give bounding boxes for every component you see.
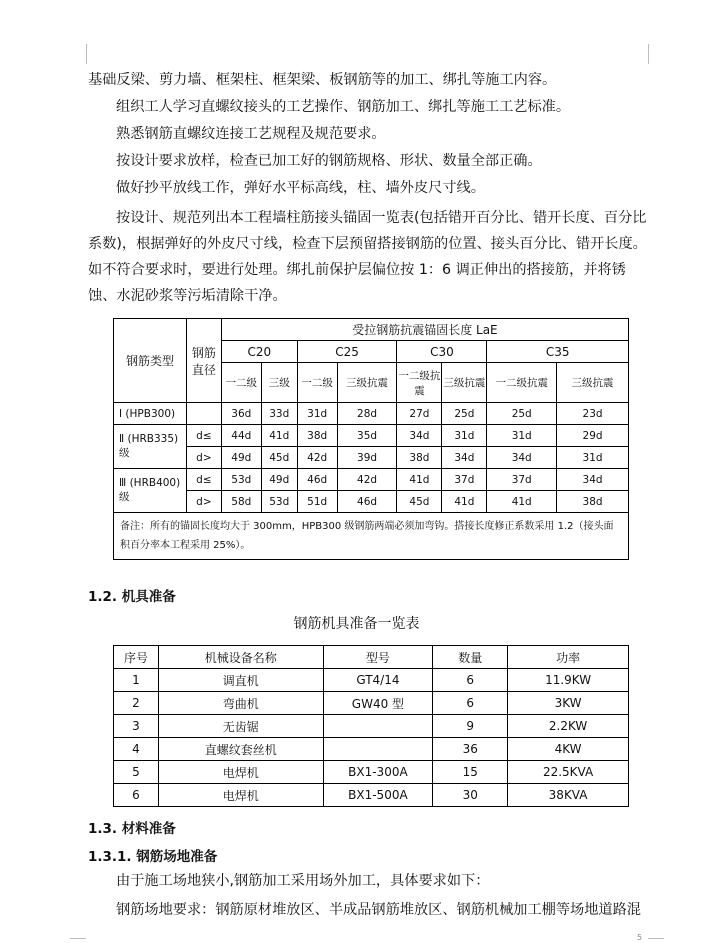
table-cell: 弯曲机 [158, 692, 323, 715]
table-cell: 3KW [508, 692, 629, 715]
paragraph: 基础反梁、剪力墙、框架柱、框架梁、板钢筋等的加工、绑扎等施工内容。 [88, 72, 557, 88]
table-cell: 2.2KW [508, 715, 629, 738]
header-rebar-diameter: 钢筋直径 [186, 319, 221, 403]
table-cell: 34d [397, 425, 442, 447]
header-concrete: C25 [297, 341, 397, 363]
table-cell: GT4/14 [323, 669, 433, 692]
table-cell: 4KW [508, 738, 629, 761]
anchorage-length-table [113, 318, 629, 560]
table-note: 备注：所有的锚固长度均大于 300mm，HPB300 级钢筋两端必须加弯钩。搭接长度修正系数采用 1.2（接头面积百分率本工程采用 25%）。 [114, 513, 629, 560]
table-cell: 46d [297, 469, 337, 491]
paragraph: 做好抄平放线工作，弹好水平标高线，柱、墙外皮尺寸线。 [116, 180, 485, 196]
table-row [114, 469, 629, 491]
table-cell: 34d [442, 447, 487, 469]
table-row [114, 715, 629, 738]
table-cell: 调直机 [158, 669, 323, 692]
table-cell: 38d [297, 425, 337, 447]
table-cell: 38d [397, 447, 442, 469]
section-heading: 1.3. 材料准备 [88, 821, 176, 837]
table-cell: 41d [487, 491, 557, 513]
table-cell: 42d [337, 469, 397, 491]
page-number: 5 [637, 933, 643, 942]
table-cell: 29d [557, 425, 629, 447]
header-grade: 一二级 [221, 363, 261, 403]
table-cell: 25d [442, 403, 487, 425]
table-cell: 9 [433, 715, 508, 738]
table-cell: 6 [433, 669, 508, 692]
table-cell [323, 738, 433, 761]
table-cell: 49d [221, 447, 261, 469]
table-row [114, 692, 629, 715]
table-cell [323, 715, 433, 738]
header-concrete: C20 [221, 341, 297, 363]
table-row [114, 761, 629, 784]
table-cell: 44d [221, 425, 261, 447]
column-header: 型号 [323, 646, 433, 669]
table-cell: 41d [442, 491, 487, 513]
row-diameter: d≤ [186, 469, 221, 491]
row-diameter [186, 403, 221, 425]
header-grade: 三级 [261, 363, 297, 403]
table-cell: 51d [297, 491, 337, 513]
header-grade: 三级抗震 [557, 363, 629, 403]
margin-mark-bottom-left [70, 938, 86, 939]
table-cell: 38KVA [508, 784, 629, 807]
table-row [114, 403, 629, 425]
column-header: 数量 [433, 646, 508, 669]
table-cell: 22.5KVA [508, 761, 629, 784]
table-header-row [114, 646, 629, 669]
row-diameter: d> [186, 447, 221, 469]
table-cell: 6 [433, 692, 508, 715]
header-grade: 三级抗震 [337, 363, 397, 403]
table-row [114, 491, 629, 513]
table-caption: 钢筋机具准备一览表 [293, 616, 420, 632]
table-cell: 46d [337, 491, 397, 513]
table-cell: BX1-300A [323, 761, 433, 784]
table-cell: 5 [114, 761, 159, 784]
table-cell: 28d [337, 403, 397, 425]
table-cell: 15 [433, 761, 508, 784]
table-cell: 31d [442, 425, 487, 447]
table-cell: BX1-500A [323, 784, 433, 807]
row-diameter: d> [186, 491, 221, 513]
table-cell: 35d [337, 425, 397, 447]
table-cell: 直螺纹套丝机 [158, 738, 323, 761]
table-cell: 53d [261, 491, 297, 513]
table-row [114, 447, 629, 469]
paragraph: 钢筋场地要求：钢筋原材堆放区、半成品钢筋堆放区、钢筋机械加工棚等场地道路混 [116, 902, 641, 918]
header-concrete: C35 [487, 341, 629, 363]
table-cell: 33d [261, 403, 297, 425]
table-cell: 39d [337, 447, 397, 469]
table-cell: 36 [433, 738, 508, 761]
table-cell: 31d [297, 403, 337, 425]
paragraph: 熟悉钢筋直螺纹连接工艺规程及规范要求。 [116, 126, 386, 142]
table-cell: 41d [397, 469, 442, 491]
table-cell: 电焊机 [158, 761, 323, 784]
table-cell: 34d [487, 447, 557, 469]
table-cell: GW40 型 [323, 692, 433, 715]
machinery-table [113, 645, 629, 807]
row-type: Ⅰ (HPB300) [114, 403, 187, 425]
header-grade: 三级抗震 [442, 363, 487, 403]
table-cell: 53d [221, 469, 261, 491]
table-cell: 31d [557, 447, 629, 469]
margin-mark-bottom-right [648, 938, 664, 939]
table-row [114, 669, 629, 692]
table-cell: 58d [221, 491, 261, 513]
paragraph: 按设计、规范列出本工程墙柱筋接头锚固一览表(包括错开百分比、错开长度、百分比系数)，根据弹好的外皮尺寸线，检查下层预留搭接钢筋的位置、接头百分比、错开长度。如不符合要求时，要进行处理。绑扎前保护层偏位按 1：6 调正伸出的搭接筋，并将锈蚀、水泥砂浆等污垢清除干净。 [88, 210, 647, 304]
table-cell: 49d [261, 469, 297, 491]
column-header: 功率 [508, 646, 629, 669]
paragraph: 组织工人学习直螺纹接头的工艺操作、钢筋加工、绑扎等施工工艺标准。 [116, 99, 571, 115]
table-cell: 无齿锯 [158, 715, 323, 738]
column-header: 机械设备名称 [158, 646, 323, 669]
table-cell: 11.9KW [508, 669, 629, 692]
section-heading: 1.2. 机具准备 [88, 589, 176, 605]
header-rebar-type: 钢筋类型 [114, 319, 187, 403]
paragraph: 按设计要求放样，检查已加工好的钢筋规格、形状、数量全部正确。 [116, 153, 542, 169]
table-cell: 30 [433, 784, 508, 807]
table-cell: 45d [261, 447, 297, 469]
table-cell: 3 [114, 715, 159, 738]
table-cell: 23d [557, 403, 629, 425]
table-cell: 45d [397, 491, 442, 513]
table-cell: 38d [557, 491, 629, 513]
header-grade: 一二级抗震 [397, 363, 442, 403]
table-cell: 42d [297, 447, 337, 469]
table-row [114, 738, 629, 761]
table-cell: 电焊机 [158, 784, 323, 807]
row-type: Ⅲ (HRB400)级 [114, 469, 187, 513]
table-cell: 37d [442, 469, 487, 491]
header-grade: 一二级 [297, 363, 337, 403]
margin-mark-top-right [648, 44, 649, 64]
table-cell: 2 [114, 692, 159, 715]
table-cell: 25d [487, 403, 557, 425]
column-header: 序号 [114, 646, 159, 669]
table-cell: 36d [221, 403, 261, 425]
table-cell: 27d [397, 403, 442, 425]
subsection-heading: 1.3.1. 钢筋场地准备 [88, 849, 218, 865]
row-type: Ⅱ (HRB335)级 [114, 425, 187, 469]
table-row [114, 425, 629, 447]
table-cell: 4 [114, 738, 159, 761]
paragraph: 由于施工场地狭小,钢筋加工采用场外加工，具体要求如下： [116, 873, 490, 889]
row-diameter: d≤ [186, 425, 221, 447]
header-concrete: C30 [397, 341, 487, 363]
header-group-title: 受拉钢筋抗震锚固长度 LaE [221, 319, 628, 341]
table-cell: 1 [114, 669, 159, 692]
header-grade: 一二级抗震 [487, 363, 557, 403]
table-row [114, 784, 629, 807]
table-cell: 37d [487, 469, 557, 491]
table-cell: 41d [261, 425, 297, 447]
table-cell: 31d [487, 425, 557, 447]
margin-mark-top-left [86, 44, 87, 64]
table-cell: 34d [557, 469, 629, 491]
table-cell: 6 [114, 784, 159, 807]
